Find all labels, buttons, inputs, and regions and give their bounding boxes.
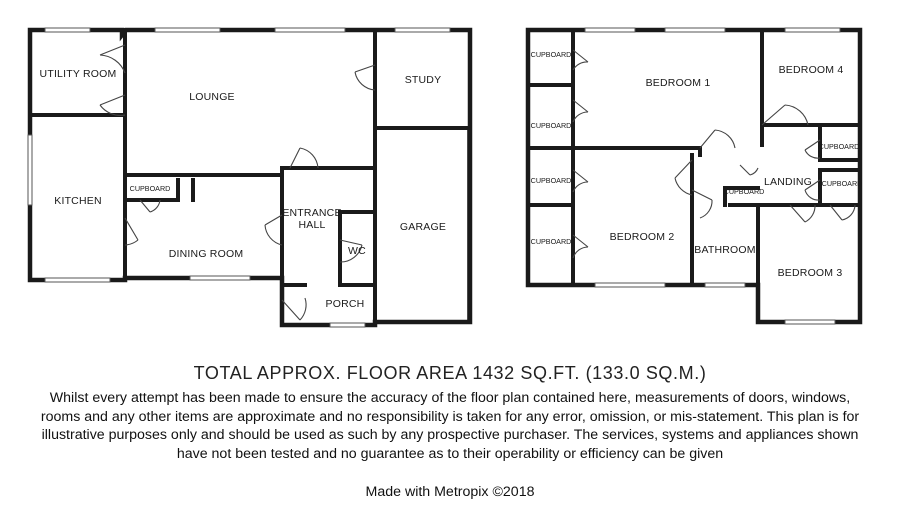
room-label-lounge: LOUNGE [189, 91, 235, 103]
window [45, 28, 90, 32]
door-swing [740, 165, 758, 175]
window [190, 276, 250, 280]
door-swing [790, 205, 815, 222]
room-label-bedroom-4: BEDROOM 4 [778, 64, 844, 76]
room-label-cupboard: CUPBOARD [129, 184, 171, 193]
door-swing [692, 190, 712, 218]
first-floor-plan [528, 28, 862, 324]
room-label-bedroom-1: BEDROOM 1 [645, 77, 711, 89]
room-label-cupboard: CUPBOARD [530, 176, 572, 185]
room-label-garage: GARAGE [399, 221, 447, 233]
door-swing [573, 50, 588, 70]
door-swing [573, 100, 588, 122]
room-label-cupboard: CUPBOARD [821, 179, 863, 188]
door-swing [100, 95, 125, 115]
door-swing [290, 148, 318, 168]
room-label-cupboard: CUPBOARD [530, 50, 572, 59]
ground-floor-plan [28, 28, 470, 327]
room-label-cupboard: CUPBOARD [723, 187, 765, 196]
wall-landing-bath [730, 205, 758, 322]
window [395, 28, 450, 32]
door-swing [700, 130, 735, 148]
room-label-cupboard: CUPBOARD [818, 142, 860, 151]
window [45, 278, 110, 282]
room-label-cupboard: CUPBOARD [530, 237, 572, 246]
room-label-wc: WC [348, 245, 366, 257]
room-label-utility-room: UTILITY ROOM [39, 68, 117, 80]
window [665, 28, 725, 32]
disclaimer-text: Whilst every attempt has been made to ensure the accuracy of the floor plan contained here, measurements of doors, windows, rooms and any other items are approximate and no responsibility is taken for any error, omission, or mis-statement. This plan is for illustrative purposes only and should be used as such by any prospective purchaser. The services, systems and appliances shown have not been tested and no guarantee as to their operability or efficiency can be given [40, 390, 860, 462]
room-label-landing: LANDING [763, 176, 813, 188]
room-label-entrance: ENTRANCE [282, 207, 342, 219]
room-label-kitchen: KITCHEN [54, 195, 102, 207]
door-swing [355, 65, 375, 90]
door-swing [762, 105, 808, 125]
room-label-porch: PORCH [325, 298, 365, 310]
room-label-bedroom-3: BEDROOM 3 [777, 267, 843, 279]
total-floor-area: TOTAL APPROX. FLOOR AREA 1432 SQ.FT. (133.0 SQ.M.) [193, 363, 707, 383]
door-swing [282, 298, 306, 320]
window [585, 28, 635, 32]
window [28, 135, 32, 205]
metropix-credit: Made with Metropix ©2018 [365, 484, 535, 500]
door-swing [265, 215, 282, 245]
door-swing [573, 235, 588, 258]
door-swing [675, 160, 692, 195]
window [155, 28, 220, 32]
window [275, 28, 345, 32]
room-label-cupboard: CUPBOARD [530, 121, 572, 130]
window [785, 320, 835, 324]
window [330, 323, 365, 327]
room-label-bedroom-2: BEDROOM 2 [609, 231, 675, 243]
room-label-dining-room: DINING ROOM [168, 248, 244, 260]
door-swing [573, 170, 588, 192]
window [595, 283, 665, 287]
wall-bed1-bottom [528, 148, 700, 155]
door-swing [830, 205, 855, 220]
room-label-hall: HALL [298, 219, 326, 231]
window [785, 28, 840, 32]
room-label-bathroom: BATHROOM [694, 244, 756, 256]
window [705, 283, 745, 287]
room-label-study: STUDY [404, 74, 442, 86]
